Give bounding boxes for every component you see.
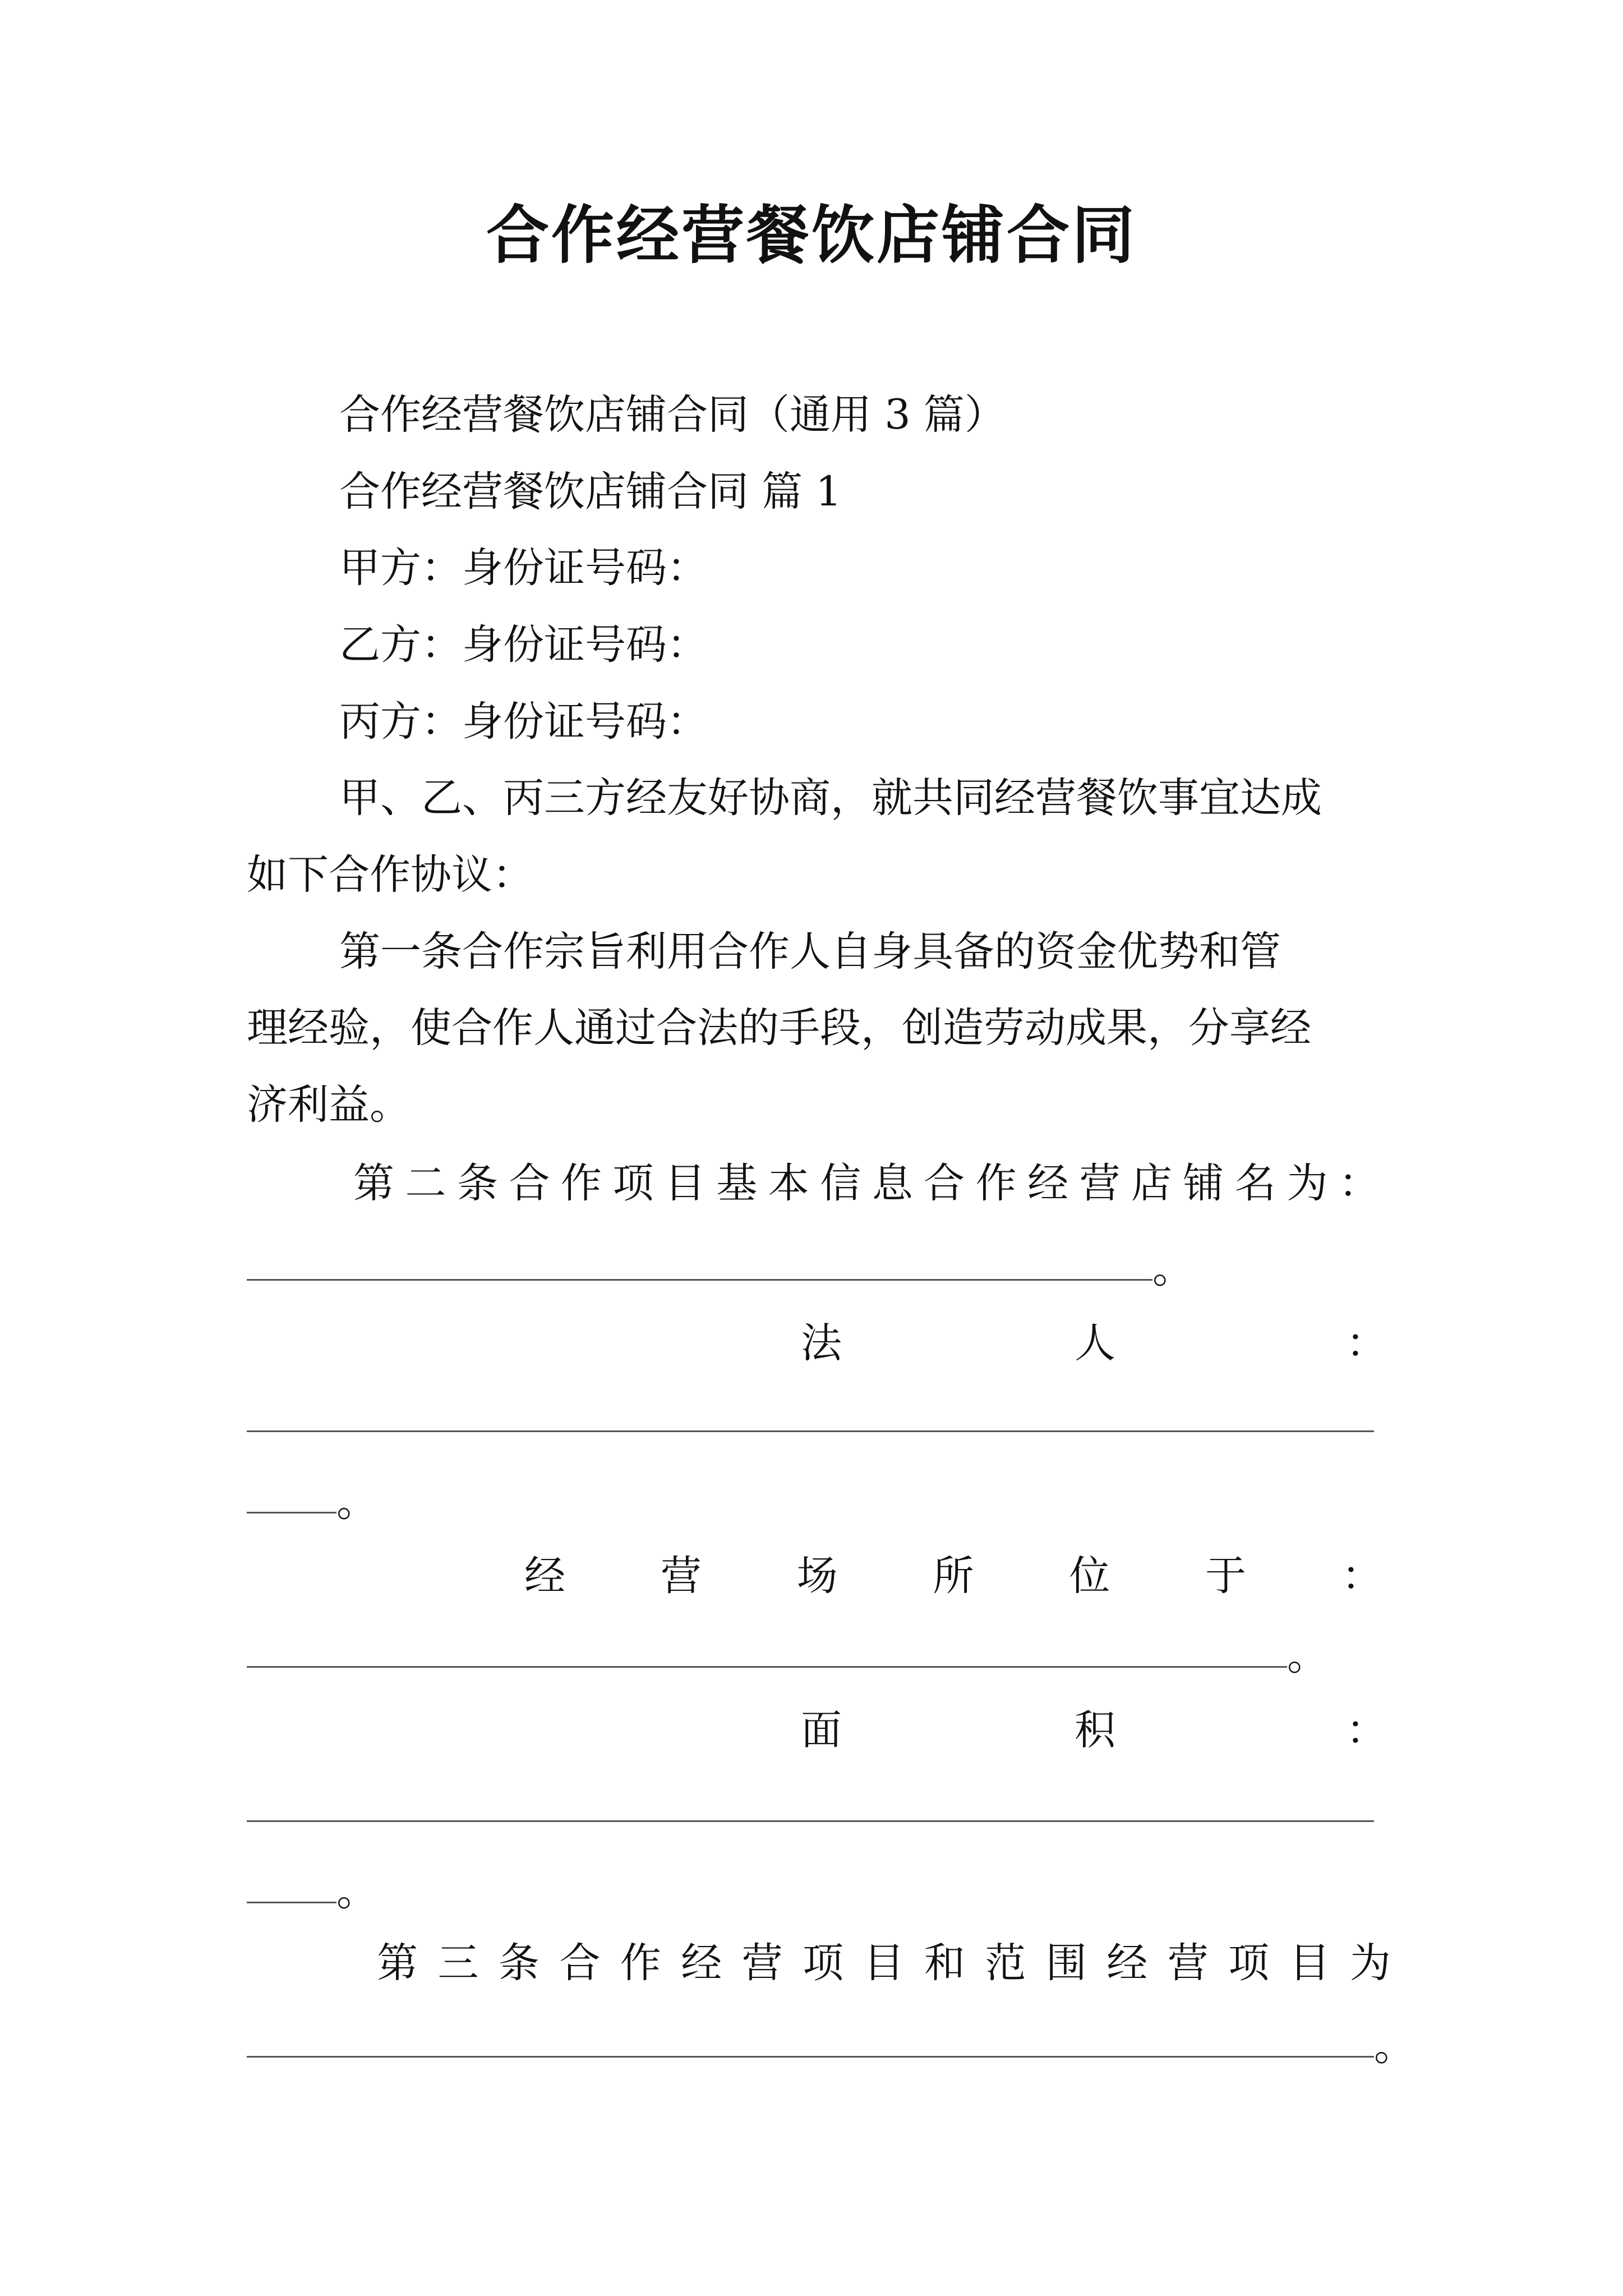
subtitle-line: 合作经营餐饮店铺合同（通用 3 篇） [339,391,1006,439]
char: 店 [1131,1159,1173,1207]
char: 第 [353,1159,394,1207]
char: 营 [741,1939,783,1987]
article-2-heading [353,1156,1380,1212]
period: 。 [336,1867,377,1915]
char: 围 [1045,1939,1087,1987]
char: 营 [660,1552,702,1600]
char: 和 [924,1939,965,1987]
area-blank [247,1820,1374,1822]
char: 名 [1234,1159,1276,1207]
business-location-blank [247,1666,1287,1668]
char: 目 [1289,1939,1330,1987]
area-char-1: 面 [801,1706,842,1754]
char: 二 [405,1159,446,1207]
char: 合 [509,1159,550,1207]
char: 本 [768,1159,809,1207]
legal-person-blank [247,1430,1374,1432]
legal-person-colon: ： [1346,1319,1387,1367]
article-1-line-1: 第一条合作宗旨利用合作人自身具备的资金优势和管 [339,928,1281,976]
char: 目 [863,1939,905,1987]
char: 经 [681,1939,722,1987]
char: ： [1338,1159,1380,1207]
store-name-blank [247,1279,1152,1281]
char: 经 [524,1552,565,1600]
article-3-heading [377,1935,1391,1991]
char: 场 [796,1552,838,1600]
char: 作 [560,1159,602,1207]
char: 位 [1069,1552,1110,1600]
char: 为 [1287,1159,1328,1207]
period: 。 [336,1478,377,1526]
char: 经 [1106,1939,1148,1987]
char: 所 [933,1552,974,1600]
business-location-label [524,1548,1382,1604]
char: 铺 [1183,1159,1224,1207]
char: 三 [437,1939,479,1987]
char: 项 [612,1159,654,1207]
char: 作 [620,1939,661,1987]
legal-person-char-1: 法 [801,1319,842,1367]
document-title: 合作经营餐饮店铺合同 [486,199,1137,272]
period: 。 [1374,2022,1415,2070]
area-blank-tail [247,1902,336,1903]
char: ： [1341,1552,1382,1600]
char: 条 [457,1159,498,1207]
char: 营 [1167,1939,1209,1987]
period: 。 [1287,1632,1328,1680]
char: 第 [377,1939,418,1987]
char: 合 [924,1159,965,1207]
article-1-line-2: 理经验，使合作人通过合法的手段，创造劳动成果，分享经 [247,1004,1311,1052]
area-colon: ： [1346,1706,1387,1754]
char: 信 [820,1159,861,1207]
party-a-line: 甲方：身份证号码： [339,544,708,592]
char: 项 [1228,1939,1270,1987]
char: 作 [975,1159,1017,1207]
char: 合 [559,1939,601,1987]
section-heading: 合作经营餐饮店铺合同 篇 1 [339,468,842,516]
char: 条 [498,1939,540,1987]
char: 于 [1205,1552,1247,1600]
business-scope-blank [247,2056,1374,2058]
area-char-2: 积 [1075,1706,1115,1754]
char: 经 [1027,1159,1069,1207]
legal-person-char-2: 人 [1075,1319,1115,1367]
char: 为 [1350,1939,1391,1987]
paragraph-intro-1: 甲、乙、丙三方经友好协商，就共同经营餐饮事宜达成 [339,774,1322,822]
char: 项 [803,1939,844,1987]
char: 目 [664,1159,706,1207]
party-b-line: 乙方：身份证号码： [339,621,708,669]
paragraph-intro-2: 如下合作协议： [247,851,533,899]
char: 息 [872,1159,913,1207]
article-1-line-3: 济利益。 [247,1081,411,1129]
char: 范 [985,1939,1026,1987]
legal-person-blank-tail [247,1512,336,1513]
period: 。 [1152,1245,1193,1292]
char: 营 [1079,1159,1121,1207]
char: 基 [716,1159,758,1207]
party-c-line: 丙方：身份证号码： [339,698,708,746]
